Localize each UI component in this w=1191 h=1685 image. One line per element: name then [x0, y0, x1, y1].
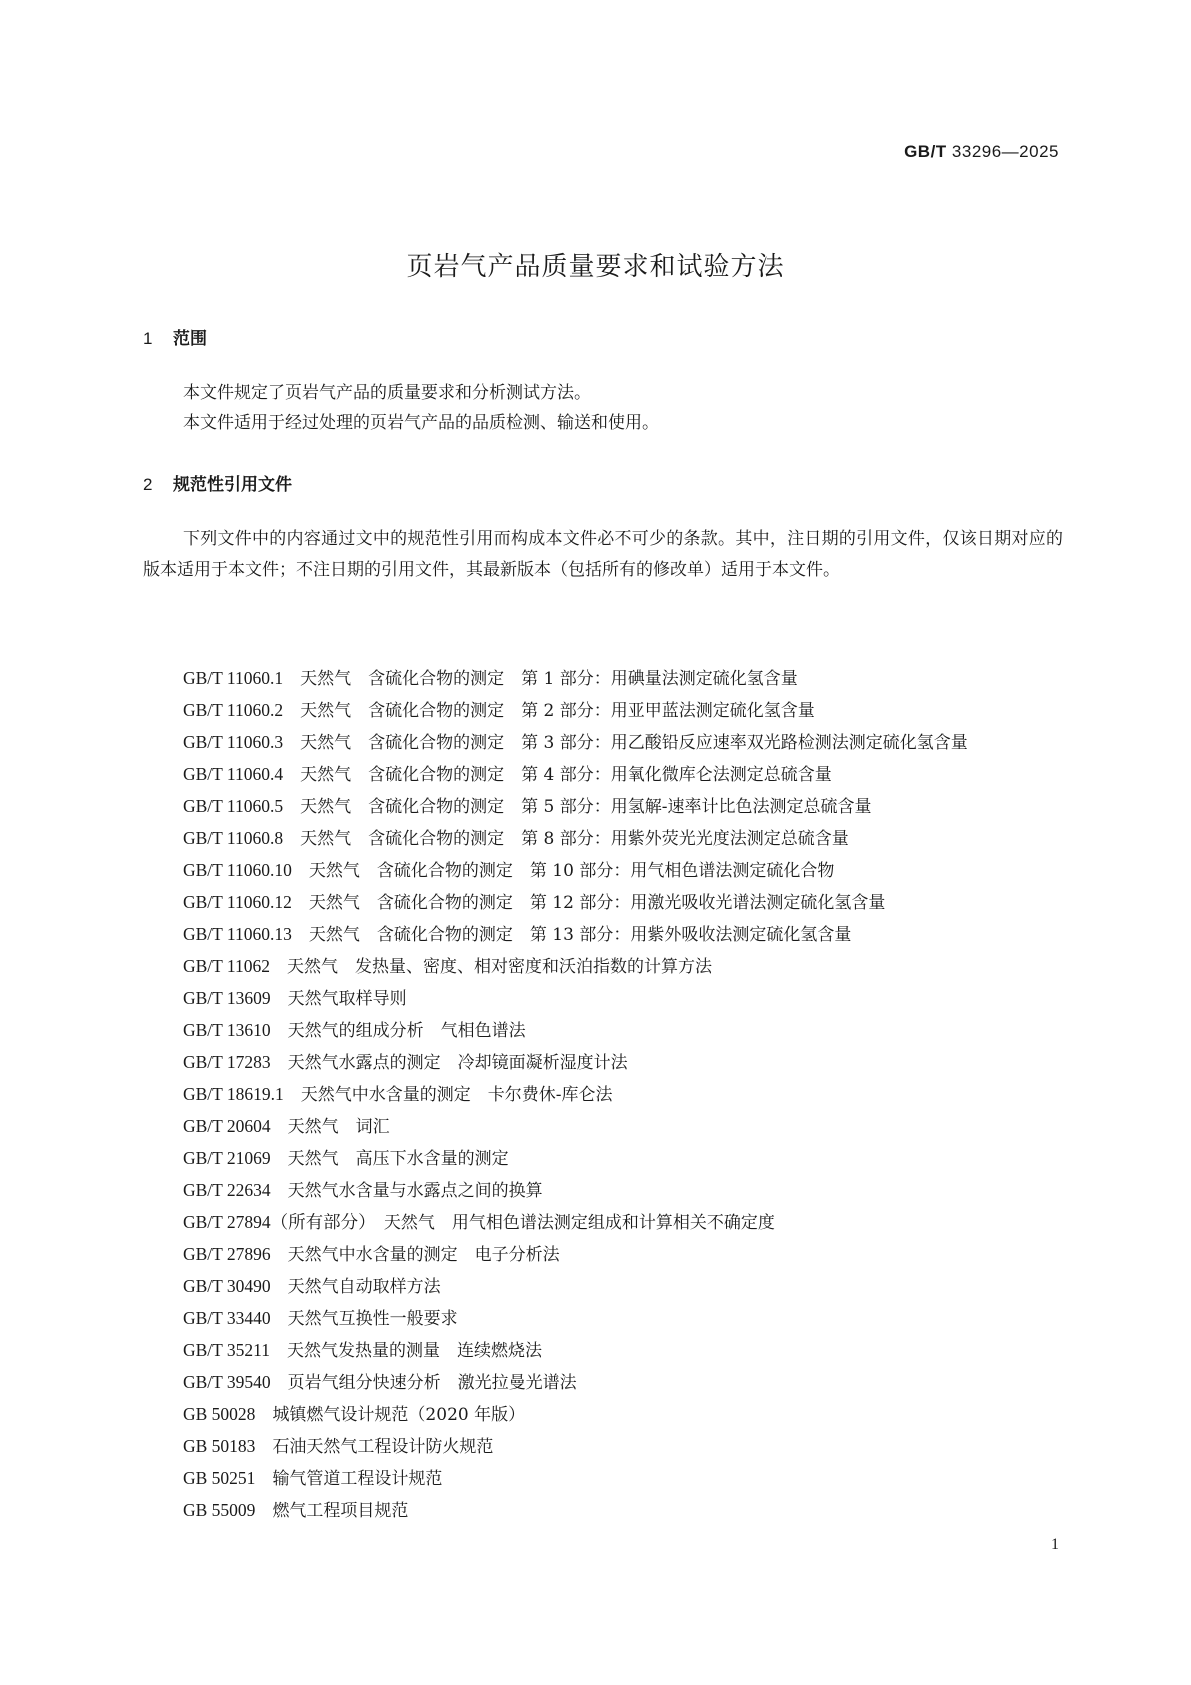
reference-title: 天然气 含硫化合物的测定 第 8 部分：用紫外荧光光度法测定总硫含量: [300, 829, 849, 849]
reference-list: [143, 663, 1063, 1527]
standard-number: 33296—2025: [951, 142, 1059, 161]
reference-code: GB/T 13609: [183, 988, 271, 1008]
reference-item: [143, 1495, 1063, 1527]
section-title: 规范性引用文件: [173, 475, 292, 495]
reference-title: 天然气 含硫化合物的测定 第 4 部分：用氧化微库仑法测定总硫含量: [300, 765, 832, 785]
standard-code: [904, 142, 1059, 162]
reference-code: GB 50183: [183, 1436, 256, 1456]
reference-code: GB/T 18619.1: [183, 1084, 284, 1104]
reference-title: 页岩气组分快速分析 激光拉曼光谱法: [287, 1373, 577, 1393]
reference-title: 天然气 含硫化合物的测定 第 5 部分：用氢解-速率计比色法测定总硫含量: [300, 797, 872, 817]
reference-code: GB/T 35211: [183, 1340, 271, 1360]
reference-title: 天然气 高压下水含量的测定: [287, 1149, 509, 1169]
page-number: 1: [1051, 1536, 1059, 1553]
reference-title: 天然气 含硫化合物的测定 第 12 部分：用激光吸收光谱法测定硫化氢含量: [308, 893, 886, 913]
reference-item: [143, 1239, 1063, 1271]
section-number: 2: [143, 475, 153, 494]
reference-code: GB/T 11060.12: [183, 892, 292, 912]
reference-title: 天然气 含硫化合物的测定 第 13 部分：用紫外吸收法测定硫化氢含量: [308, 925, 852, 945]
reference-code: GB/T 17283: [183, 1052, 271, 1072]
reference-title: 天然气取样导则: [287, 989, 407, 1009]
reference-item: [143, 919, 1063, 951]
reference-item: [143, 983, 1063, 1015]
reference-code: GB/T 11060.4: [183, 764, 284, 784]
reference-title: 燃气工程项目规范: [272, 1501, 409, 1521]
reference-code: GB/T 33440: [183, 1308, 271, 1328]
reference-item: [143, 1047, 1063, 1079]
reference-code: GB/T 11060.5: [183, 796, 284, 816]
reference-title: 天然气 含硫化合物的测定 第 2 部分：用亚甲蓝法测定硫化氢含量: [300, 701, 815, 721]
reference-title: 天然气发热量的测量 连续燃烧法: [287, 1341, 543, 1361]
reference-title: 天然气 含硫化合物的测定 第 1 部分：用碘量法测定硫化氢含量: [300, 669, 798, 689]
reference-title: 天然气自动取样方法: [287, 1277, 441, 1297]
reference-title: 天然气互换性一般要求: [287, 1309, 458, 1329]
reference-code: GB/T 11060.1: [183, 668, 284, 688]
reference-item: [143, 823, 1063, 855]
normative-references-intro: 下列文件中的内容通过文中的规范性引用而构成本文件必不可少的条款。其中，注日期的引用文件，仅该日期对应的版本适用于本文件；不注日期的引用文件，其最新版本（包括所有的修改单）适用于本文件。: [143, 529, 1063, 580]
reference-item: [143, 855, 1063, 887]
reference-code: GB/T 13610: [183, 1020, 271, 1040]
reference-item: [143, 887, 1063, 919]
reference-item: [143, 1303, 1063, 1335]
reference-code: GB/T 11060.13: [183, 924, 292, 944]
section-number: 1: [143, 329, 153, 348]
document-title: 页岩气产品质量要求和试验方法: [406, 252, 785, 282]
reference-code: GB 50251: [183, 1468, 256, 1488]
reference-item: [143, 1143, 1063, 1175]
reference-title: 天然气水露点的测定 冷却镜面凝析湿度计法: [287, 1053, 628, 1073]
reference-title: 石油天然气工程设计防火规范: [272, 1437, 494, 1457]
reference-code: GB/T 21069: [183, 1148, 271, 1168]
reference-item: [143, 1111, 1063, 1143]
section-1-heading: [143, 324, 207, 349]
reference-code: GB/T 39540: [183, 1372, 271, 1392]
reference-item: [143, 1431, 1063, 1463]
reference-title: 天然气水含量与水露点之间的换算: [287, 1181, 543, 1201]
scope-paragraph-1: 本文件规定了页岩气产品的质量要求和分析测试方法。: [183, 383, 591, 403]
reference-item: [143, 1207, 1063, 1239]
reference-item: [143, 695, 1063, 727]
reference-code: GB/T 30490: [183, 1276, 271, 1296]
reference-code: GB/T 11060.10: [183, 860, 292, 880]
reference-title: 天然气中水含量的测定 电子分析法: [287, 1245, 560, 1265]
reference-item: [143, 1367, 1063, 1399]
reference-item: [143, 1175, 1063, 1207]
reference-title: 城镇燃气设计规范（2020 年版）: [272, 1405, 526, 1425]
reference-item: [143, 1463, 1063, 1495]
reference-title: 天然气 用气相色谱法测定组成和计算相关不确定度: [383, 1213, 775, 1233]
reference-code: GB/T 22634: [183, 1180, 271, 1200]
reference-code: GB/T 11060.8: [183, 828, 284, 848]
reference-item: [143, 1271, 1063, 1303]
section-title: 范围: [173, 329, 207, 349]
reference-code: GB/T 11060.2: [183, 700, 284, 720]
reference-item: [143, 663, 1063, 695]
standard-prefix: GB/T: [904, 142, 947, 161]
reference-code: GB/T 20604: [183, 1116, 271, 1136]
reference-item: [143, 1015, 1063, 1047]
reference-code: GB/T 27896: [183, 1244, 271, 1264]
reference-item: [143, 1399, 1063, 1431]
reference-item: [143, 951, 1063, 983]
reference-code: GB/T 11062: [183, 956, 271, 976]
scope-paragraph-2: 本文件适用于经过处理的页岩气产品的品质检测、输送和使用。: [183, 413, 659, 433]
reference-item: [143, 759, 1063, 791]
reference-title: 天然气 含硫化合物的测定 第 10 部分：用气相色谱法测定硫化合物: [308, 861, 835, 881]
reference-code: GB/T 11060.3: [183, 732, 284, 752]
reference-title: 天然气 含硫化合物的测定 第 3 部分：用乙酸铅反应速率双光路检测法测定硫化氢含量: [300, 733, 968, 753]
reference-title: 天然气的组成分析 气相色谱法: [287, 1021, 526, 1041]
reference-code: GB 55009: [183, 1500, 256, 1520]
reference-item: [143, 727, 1063, 759]
reference-code: GB 50028: [183, 1404, 256, 1424]
reference-title: 输气管道工程设计规范: [272, 1469, 443, 1489]
reference-title: 天然气 词汇: [287, 1117, 390, 1137]
reference-code: GB/T 27894（所有部分）: [183, 1212, 367, 1232]
reference-title: 天然气中水含量的测定 卡尔费休-库仑法: [300, 1085, 613, 1105]
reference-item: [143, 1079, 1063, 1111]
reference-title: 天然气 发热量、密度、相对密度和沃泊指数的计算方法: [287, 957, 713, 977]
reference-item: [143, 791, 1063, 823]
section-2-heading: [143, 470, 292, 495]
reference-item: [143, 1335, 1063, 1367]
